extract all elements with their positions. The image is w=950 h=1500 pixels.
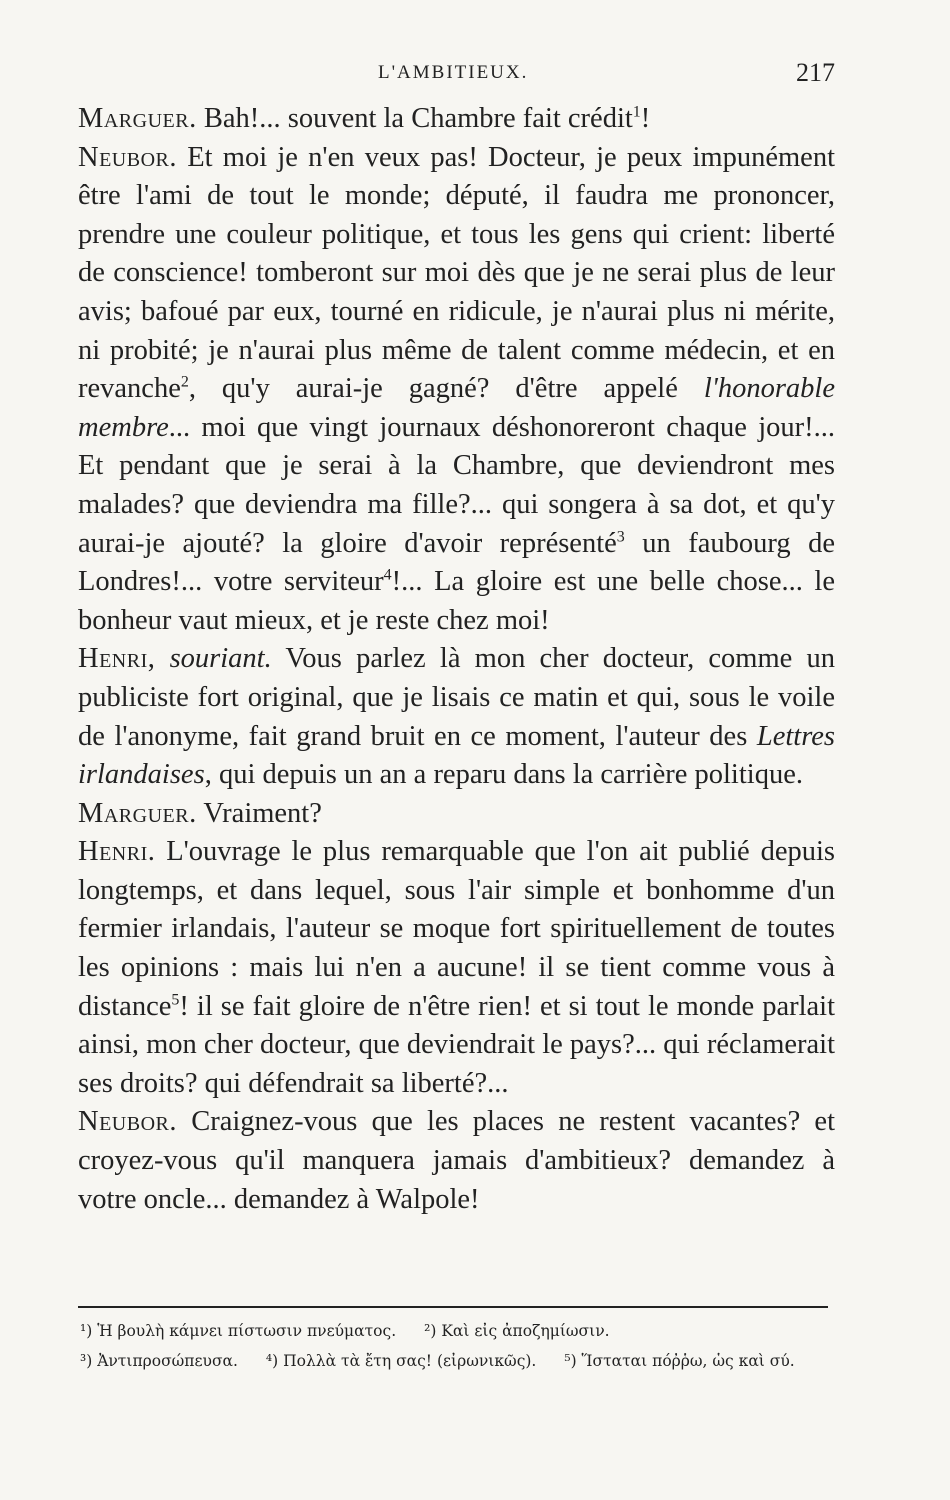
dialogue-text-run: Bah!... souvent la Chambre fait crédit bbox=[196, 103, 633, 134]
footnote-line bbox=[80, 1346, 835, 1376]
dialogue-paragraph bbox=[78, 100, 835, 139]
running-title: L'AMBITIEUX. bbox=[378, 62, 529, 83]
italic-text: l'honorable membre bbox=[78, 373, 835, 443]
footnote-marker: 5 bbox=[171, 991, 180, 1009]
footnote-line bbox=[80, 1316, 835, 1346]
dialogue-paragraph bbox=[78, 795, 835, 834]
speaker-name: Henri. bbox=[78, 836, 156, 868]
page-number: 217 bbox=[796, 58, 835, 87]
speaker-name: Marguer. bbox=[78, 103, 197, 134]
footnote-rule bbox=[78, 1306, 828, 1308]
dialogue-text-run: ... moi que vingt journaux déshonoreront chaque jour!... Et pendant que je serai à la Chambre, que deviendront mes malades? que deviendra ma fille?... qui songera à sa dot, et qu'y aurai-je ajouté? la gloire d'avoir représenté bbox=[78, 411, 835, 559]
dialogue-paragraph bbox=[78, 139, 835, 641]
dialogue-text-run: , qui depuis un an a reparu dans la carrière politique. bbox=[204, 759, 803, 791]
dialogue-paragraph bbox=[78, 833, 835, 1103]
dialogue-text bbox=[78, 100, 835, 1219]
dialogue-text-run: ! bbox=[640, 103, 651, 134]
footnote: ¹) Ἡ βουλὴ κάμνει πίστωσιν πνεύματος. bbox=[80, 1322, 397, 1340]
dialogue-text-run: !... La gloire est une belle chose... le bonheur vaut mieux, et je reste chez moi! bbox=[78, 566, 835, 636]
footnote-marker: 3 bbox=[616, 528, 625, 546]
dialogue-text-run: Vous parlez là mon cher docteur, comme un publiciste fort original, que je lisais ce matin et qui, sous le voile de l'anonyme, fait grand bruit en ce moment, l'auteur des bbox=[78, 643, 835, 752]
footnote: ³) Ἀντιπροσώπευσα. bbox=[80, 1352, 238, 1370]
footnote-marker: 2 bbox=[180, 373, 189, 391]
dialogue-text-run: , qu'y aurai-je gagné? d'être appelé bbox=[188, 373, 704, 405]
dialogue-paragraph bbox=[78, 640, 835, 794]
speaker-name: Neubor. bbox=[78, 1106, 177, 1138]
stage-direction: souriant. bbox=[155, 643, 272, 675]
page-header bbox=[78, 58, 835, 92]
speaker-name: Henri, bbox=[78, 643, 156, 675]
dialogue-text-run: ! il se fait gloire de n'être rien! et si tout le monde parlait ainsi, mon cher docteur, que deviendrait le pays?... qui réclamerait ses droits? qui défendrait sa liberté?... bbox=[78, 990, 835, 1099]
dialogue-text-run: un faubourg de Londres!... votre serviteur bbox=[78, 527, 835, 598]
footnotes bbox=[80, 1316, 835, 1376]
footnote-marker: 4 bbox=[383, 566, 392, 584]
dialogue-text-run: L'ouvrage le plus remarquable que l'on ait publié depuis longtemps, et dans lequel, sous l'air simple et bonhomme d'un fermier irlandais, l'auteur se moque fort spirituellement de toutes les opinions : mais lui n'en a aucune! il se tient comme vous à distance bbox=[78, 836, 835, 1022]
speaker-name: Neubor. bbox=[78, 141, 177, 173]
dialogue-paragraph bbox=[78, 1103, 835, 1219]
speaker-name: Marguer. bbox=[78, 797, 197, 829]
dialogue-text-run: Vraiment? bbox=[196, 797, 322, 829]
footnote: ⁴) Πολλὰ τὰ ἔτη σας! (εἰρωνικῶς). bbox=[265, 1352, 537, 1370]
dialogue-text-run: Craignez-vous que les places ne restent vacantes? et croyez-vous qu'il manquera jamais d'ambitieux? demandez à votre oncle... demandez à Walpole! bbox=[78, 1106, 835, 1215]
dialogue-text-run: Et moi je n'en veux pas! Docteur, je peux impunément être l'ami de tout le monde; député, il faudra me prononcer, prendre une couleur politique, et tous les gens qui crient: liberté de conscience! tomberont sur moi dès que je ne serai plus de leur avis; bafoué par eux, tourné en ridicule, je n'aurai plus ni mérite, ni probité; je n'aurai plus même de talent comme médecin, et en revanche bbox=[78, 141, 835, 405]
footnote: ²) Καὶ εἰς ἀποζημίωσιν. bbox=[424, 1322, 610, 1340]
footnote-marker: 1 bbox=[632, 103, 641, 121]
italic-text: Lettres irlandaises bbox=[78, 720, 835, 791]
footnote: ⁵) Ἵσταται πόῤῥω, ὡς καὶ σύ. bbox=[564, 1352, 795, 1370]
